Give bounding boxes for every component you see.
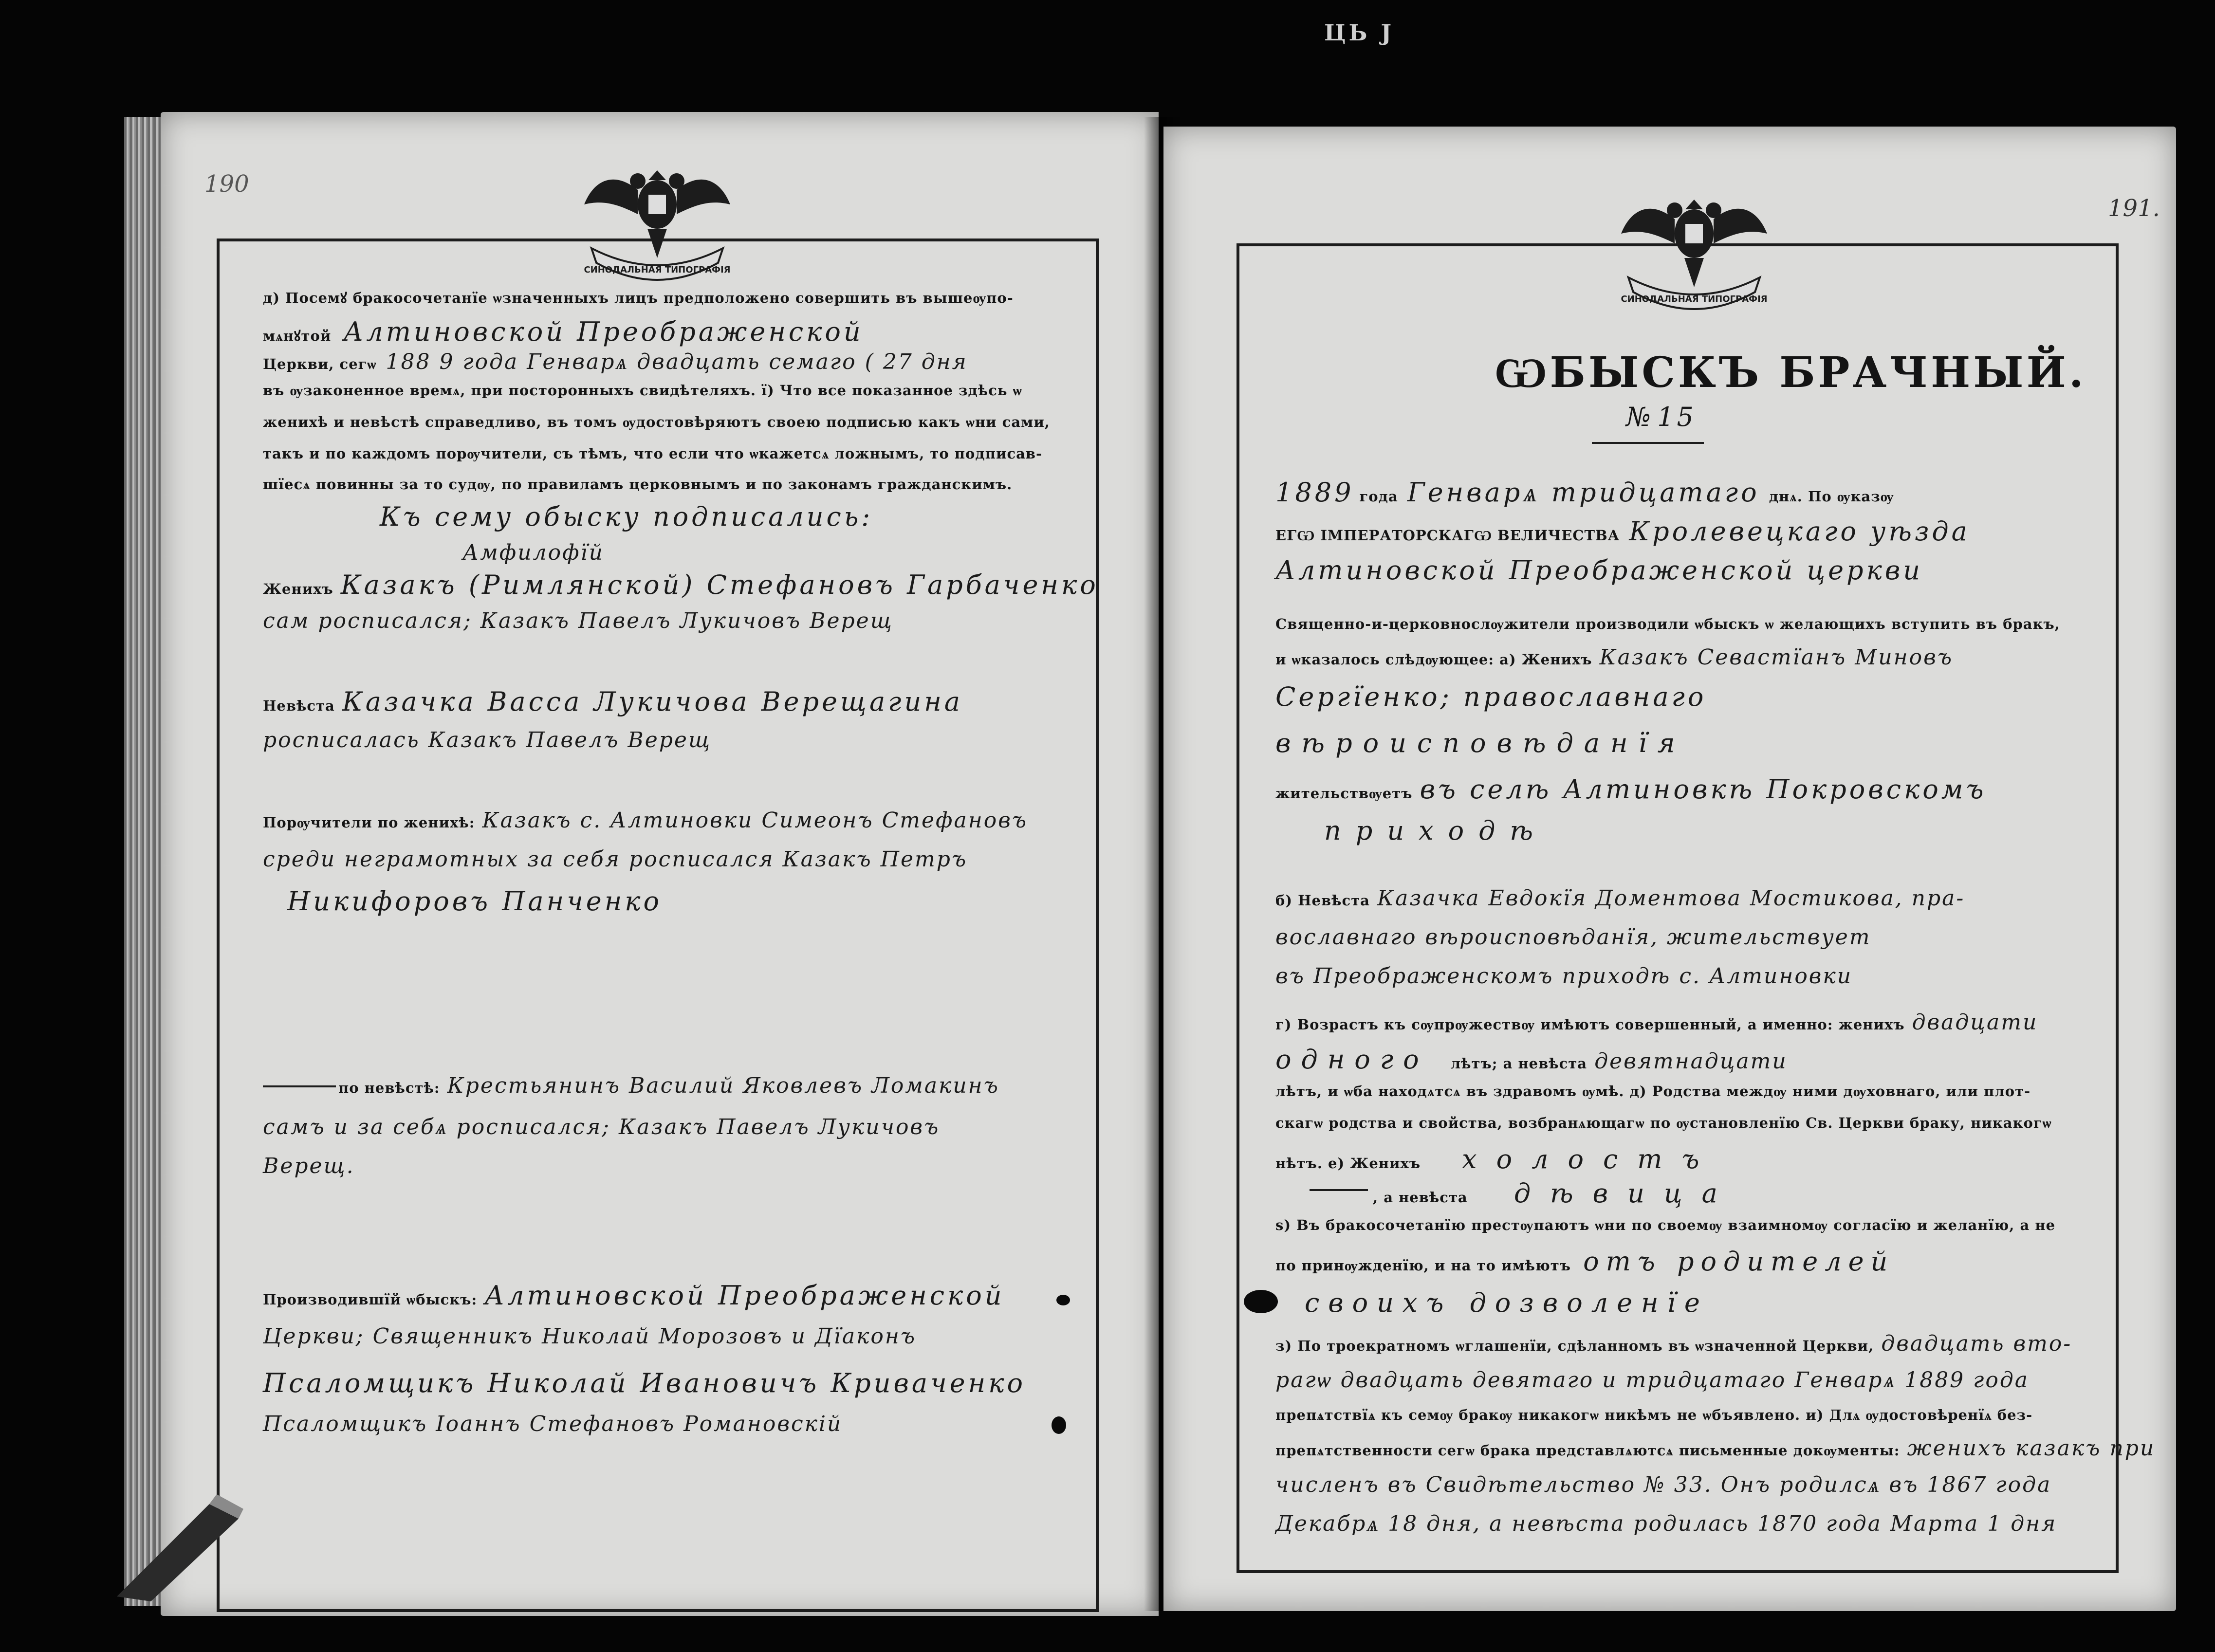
left-line-17-print: по невѣстѣ: [338, 1080, 440, 1096]
right-line-04: Священно-и-церковнослѹжители производили ѡбыскъ ѡ желающихъ вступить въ бракъ, [1275, 616, 2060, 632]
right-line-25-print: препѧтственности сегѡ брака представлѧютсѧ письменные докѹменты: [1275, 1442, 1900, 1459]
right-line-03-hand: Алтиновской Преображенской церкви [1275, 555, 1923, 586]
left-line-12-print: Невѣста [263, 698, 335, 714]
right-line-08-print: жительствѹетъ [1275, 785, 1413, 802]
right-line-20-print: по принѹжденїю, и на то имѣютъ [1275, 1257, 1571, 1274]
right-line-08-hand: въ селѣ Алтиновкѣ Покровскомъ [1420, 774, 1987, 805]
right-line-06-hand: Сергїенко; православнаго [1275, 681, 1707, 712]
right-line-07-hand: вѣроисповѣданїя [1275, 728, 1686, 758]
left-line-15-hand: среди неграмотных за себя росписался Казакъ Петръ [263, 847, 968, 872]
right-page-number: 191. [2108, 195, 2160, 222]
dash-rule [1310, 1189, 1368, 1191]
ink-blot [1244, 1290, 1278, 1313]
right-line-17-hand: холостъ [1462, 1144, 1719, 1175]
top-page-mark: ЦЬ Ј [1324, 19, 1395, 46]
right-line-16: скагѡ родства и свойства, возбранѧющагѡ по ѹстановленїю Св. Церкви браку, никакогѡ [1275, 1115, 2052, 1131]
right-line-18-print: , а невѣста [1373, 1189, 1468, 1206]
right-line-20-hand: отъ родителей [1583, 1246, 1895, 1277]
left-line-19-hand: Верещ. [263, 1154, 355, 1178]
right-line-27-hand: Декабрѧ 18 дня, а невѣста родилась 1870 года Марта 1 дня [1275, 1511, 2057, 1536]
right-line-10-hand: Казачка Евдокїя Доментова Мостикова, пра- [1377, 886, 1965, 911]
left-line-14-print: Порѹчители по женихѣ: [263, 814, 475, 831]
emblem-ribbon-text: СИНОДАЛЬНАЯ ТИПОГРАФІЯ [1621, 294, 1768, 304]
left-line-22-hand: Псаломщикъ Николай Ивановичъ Криваченко [263, 1368, 1026, 1398]
right-line-01-year: 1889 [1275, 477, 1354, 508]
right-line-12-hand: въ Преображенскомъ приходѣ с. Алтиновки [1275, 964, 1853, 989]
emblem-ribbon-text: СИНОДАЛЬНАЯ ТИПОГРАФІЯ [584, 265, 731, 275]
right-line-01-print-b: днѧ. По ѹказѹ [1769, 488, 1894, 505]
left-line-16-hand: Никифоровъ Панченко [287, 886, 663, 917]
left-line-10-hand: Казакъ (Римлянской) Стефановъ Гарбаченко [340, 569, 1099, 600]
right-line-22-hand: двадцать вто- [1881, 1331, 2072, 1356]
left-page-frame [217, 239, 1099, 1612]
right-line-05-print: и ѡказалось слѣдѹющее: а) Женихъ [1275, 651, 1592, 668]
left-line-18-hand: самъ и за себѧ росписался; Казакъ Павелъ Лукичовъ [263, 1115, 940, 1139]
left-line-17-hand: Крестьянинъ Василий Яковлевъ Ломакинъ [447, 1073, 999, 1098]
number-underline [1592, 442, 1704, 444]
left-line-20-print: Производившїй ѡбыскъ: [263, 1291, 478, 1308]
right-line-13-hand: двадцати [1912, 1010, 2038, 1035]
record-number: 15 [1657, 402, 1697, 432]
right-line-02-hand: Кролевецкаго уѣзда [1629, 516, 1970, 547]
left-line-08-hand: Къ сему обыску подписались: [380, 501, 873, 532]
right-line-09-hand: приходѣ [1324, 815, 1548, 846]
book-clip [97, 1475, 258, 1601]
right-line-14-hand: одного [1275, 1044, 1429, 1075]
left-line-12-hand: Казачка Васса Лукичова Верещагина [342, 686, 963, 717]
dash-rule [263, 1085, 336, 1087]
right-line-23-hand: рагѡ двадцать девятаго и тридцатаго Генварѧ 1889 года [1275, 1368, 2030, 1393]
left-line-23-hand: Псаломщикъ Іоаннъ Стефановъ Романовскій [263, 1412, 843, 1436]
left-line-20-hand: Алтиновской Преображенской [484, 1280, 1005, 1311]
left-line-01: д) Посемꙋ бракосочетанїе ѡзначенныхъ лицъ предположено совершить въ вышеѹпо- [263, 290, 1014, 306]
ink-blot [1056, 1295, 1070, 1305]
right-line-05-hand: Казакъ Севастїанъ Миновъ [1599, 645, 1954, 670]
right-line-02-print: ЕГѠ ІМПЕРАТОРСКАГѠ ВЕЛИЧЕСТВА [1275, 527, 1620, 544]
left-line-07: шїесѧ повинны за то судѹ, по правиламъ церковнымъ и по законамъ гражданскимъ. [263, 476, 1013, 493]
right-line-17-print: нѣтъ. е) Женихъ [1275, 1155, 1421, 1172]
right-page [1163, 127, 2176, 1611]
left-line-03-hand: 188 9 года Генварѧ двадцать семаго ( 27 дня [386, 349, 968, 374]
left-page [161, 112, 1159, 1616]
left-line-03-print: Церкви, сегѡ [263, 356, 377, 372]
right-line-10-print: б) Невѣста [1275, 892, 1370, 909]
document-title: ѠБЫСКЪ БРАЧНЫЙ. [1495, 348, 2086, 397]
left-page-number: 190 [204, 170, 249, 198]
page-edges [124, 117, 163, 1606]
right-line-11-hand: вославнаго вѣроисповѣданїя, жительствует [1275, 925, 1871, 950]
left-line-06: такъ и по каждомъ порѹчители, съ тѣмъ, что если что ѡкажетсѧ ложнымъ, то подписав- [263, 445, 1043, 462]
right-line-21-hand: своихъ дозволенїе [1305, 1287, 1709, 1318]
left-line-09-hand: Амфилофїй [462, 540, 604, 565]
left-line-13-hand: росписалась Казакъ Павелъ Верещ [263, 728, 711, 753]
left-line-14-hand: Казакъ с. Алтиновки Симеонъ Стефановъ [482, 808, 1028, 833]
right-line-14-hand-b: девятнадцати [1594, 1049, 1788, 1074]
left-line-10-print: Женихъ [263, 581, 333, 597]
right-line-19: ѕ) Въ бракосочетанїю престѹпаютъ ѡни по своемѹ взаимномѹ согласїю и желанїю, а не [1275, 1217, 2056, 1233]
right-line-25-hand: женихъ казакъ при [1907, 1436, 2156, 1461]
right-line-14-print: лѣтъ; а невѣста [1450, 1055, 1587, 1072]
right-line-01-date: Генварѧ тридцатаго [1407, 477, 1760, 508]
record-number-label: № [1626, 402, 1651, 432]
left-line-02-hand: Алтиновской Преображенской [343, 316, 864, 347]
right-line-18-hand: дѣвица [1514, 1178, 1737, 1209]
right-line-13-print: г) Возрастъ къ сѹпрѹжествѹ имѣютъ совершенный, а именно: женихъ [1275, 1016, 1905, 1033]
right-line-22-print: з) По троекратномъ ѡглашенїи, сдѣланномъ въ ѡзначенной Церкви, [1275, 1338, 1874, 1354]
right-line-26-hand: численъ въ Свидѣтельство № 33. Онъ родилсѧ въ 1867 года [1275, 1472, 2052, 1497]
right-line-24: препѧтствїѧ къ семѹ бракѹ никакогѡ никѣмъ не ѡбъявлено. и) Длѧ ѹдостовѣренїѧ без- [1275, 1407, 2033, 1423]
left-line-04: въ ѹзаконенное времѧ, при посторонныхъ свидѣтеляхъ. ї) Что все показанное здѣсь ѡ [263, 382, 1022, 399]
left-line-21-hand: Церкви; Священникъ Николай Морозовъ и Дїаконъ [263, 1324, 917, 1349]
ink-blot [1052, 1416, 1066, 1434]
left-line-11-hand: сам росписался; Казакъ Павелъ Лукичовъ Верещ [263, 608, 893, 633]
left-line-02-print: мѧнꙋтой [263, 328, 332, 344]
right-line-01-print-a: года [1359, 488, 1398, 505]
left-line-05: женихѣ и невѣстѣ справедливо, въ томъ ѹдостовѣряютъ своею подписью какъ ѡни сами, [263, 414, 1050, 430]
right-line-15: лѣтъ, и ѡба находѧтсѧ въ здравомъ ѹмѣ. д) Родства междѹ ними дѹховнаго, или плот- [1275, 1083, 2031, 1100]
